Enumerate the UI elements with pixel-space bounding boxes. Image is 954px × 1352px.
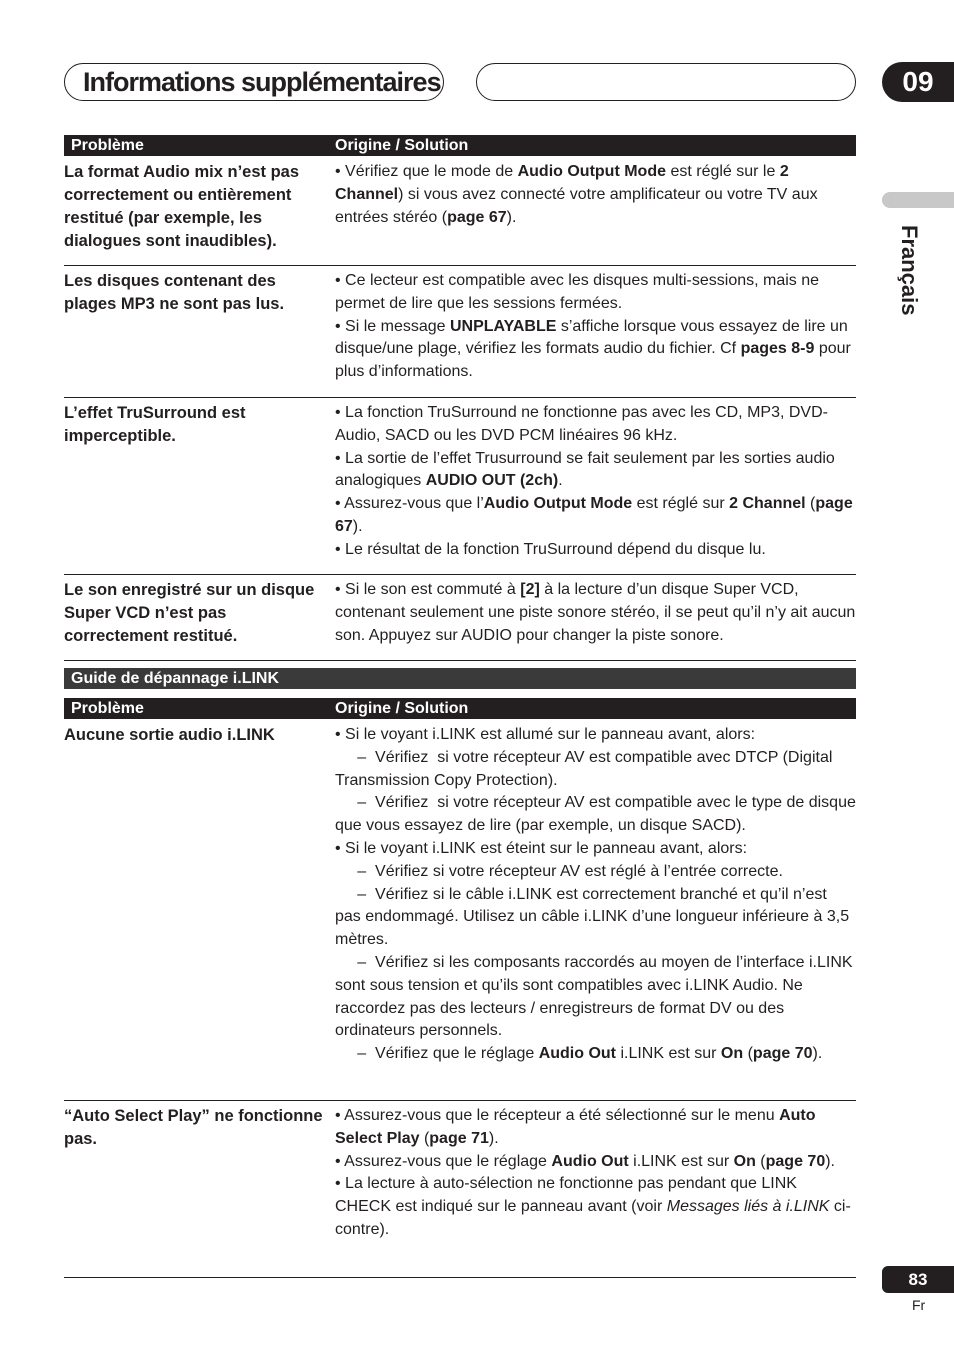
solution-line: – Vérifiez si le câble i.LINK est correctement branché et qu’il n’est pas endommagé. Utilisez un câble i.LINK d’une longueur inférieure à 3,5 mètres.	[335, 885, 854, 949]
solution-line: • Assurez-vous que le réglage Audio Out i.LINK est sur On (page 70).	[335, 1152, 835, 1170]
solution-cell	[335, 1105, 856, 1242]
solution-cell	[335, 161, 856, 229]
problem-cell: L’effet TruSurround est imperceptible.	[64, 404, 246, 445]
row-divider	[64, 574, 856, 575]
solution-line: • Assurez-vous que l’Audio Output Mode est réglé sur 2 Channel (page 67).	[335, 495, 853, 535]
solution-line: – Vérifiez si votre récepteur AV est compatible avec le type de disque que vous essayez de lire (par exemple, un disque SACD).	[335, 794, 861, 835]
solution-line: • Si le son est commuté à [2] à la lecture d’un disque Super VCD, contenant seulement une piste sonore stéréo, il se peut qu’il n’y ait aucun son. Appuyez sur AUDIO pour changer la piste sonore.	[335, 581, 856, 644]
solution-line: • Le résultat de la fonction TruSurround dépend du disque lu.	[335, 540, 766, 558]
col-header-problem: Problème	[71, 700, 144, 717]
page-number: 83	[882, 1266, 954, 1293]
row-divider	[64, 660, 856, 661]
solution-line: • Si le voyant i.LINK est allumé sur le panneau avant, alors:	[335, 726, 756, 743]
page-title: Informations supplémentaires	[64, 63, 444, 101]
solution-line: – Vérifiez si votre récepteur AV est réglé à l’entrée correcte.	[335, 862, 783, 880]
language-tab-marker	[882, 192, 954, 208]
solution-line: • Assurez-vous que le récepteur a été sélectionné sur le menu Auto Select Play (page 71).	[335, 1107, 816, 1147]
language-code: Fr	[912, 1297, 926, 1313]
problem-cell: Aucune sortie audio i.LINK	[64, 726, 275, 744]
table-header	[64, 698, 856, 719]
problem-cell: “Auto Select Play” ne fonctionne pas.	[64, 1107, 323, 1148]
row-divider	[64, 397, 856, 398]
solution-line: • Si le voyant i.LINK est éteint sur le panneau avant, alors:	[335, 839, 748, 857]
row-divider	[64, 1277, 856, 1278]
solution-line: • Vérifiez que le mode de Audio Output Mode est réglé sur le 2 Channel) si vous avez connecté votre amplificateur ou votre TV aux entrées stéréo (page 67).	[335, 163, 818, 226]
row-divider	[64, 1100, 856, 1101]
solution-line: – Vérifiez si les composants raccordés au moyen de l’interface i.LINK sont sous tension et qu’ils sont compatibles avec i.LINK Audio. Ne raccordez pas des lecteurs / enregistreurs de format DV ou des ordinateurs personnels.	[335, 953, 858, 1040]
solution-cell	[335, 724, 861, 1066]
solution-line: • La lecture à auto-sélection ne fonctionne pas pendant que LINK CHECK est indiqué sur le panneau avant (voir Messages liés à i.LINK ci-contre).	[335, 1175, 851, 1238]
row-divider	[64, 265, 856, 266]
solution-cell	[335, 402, 856, 562]
solution-line: • La sortie de l’effet Trusurround se fait seulement par les sorties audio analogiques AUDIO OUT (2ch).	[335, 449, 835, 490]
solution-cell	[335, 270, 856, 384]
solution-line: • Si le message UNPLAYABLE s’affiche lorsque vous essayez de lire un disque/une plage, vérifiez les formats audio du fichier. Cf pages 8-9 pour plus d’informations.	[335, 317, 851, 381]
col-header-problem: Problème	[71, 137, 144, 154]
solution-line: • La fonction TruSurround ne fonctionne pas avec les CD, MP3, DVD-Audio, SACD ou les DVD PCM linéaires 96 kHz.	[335, 404, 828, 444]
section-title: Guide de dépannage i.LINK	[71, 670, 280, 687]
problem-cell: La format Audio mix n’est pas correctement ou entièrement restitué (par exemple, les dialogues sont inaudibles).	[64, 163, 300, 250]
problem-cell: Les disques contenant des plages MP3 ne sont pas lus.	[64, 272, 285, 313]
section-title-bar	[64, 668, 856, 689]
col-header-solution: Origine / Solution	[335, 700, 469, 717]
problem-cell: Le son enregistré sur un disque Super VCD n’est pas correctement restitué.	[64, 581, 315, 645]
solution-cell	[335, 579, 856, 647]
chapter-badge: 09	[882, 62, 954, 102]
table-header	[64, 135, 856, 156]
solution-line: – Vérifiez si votre récepteur AV est compatible avec DTCP (Digital Transmission Copy Protection).	[335, 748, 837, 789]
solution-line: • Ce lecteur est compatible avec les disques multi-sessions, mais ne permet de lire que les sessions fermées.	[335, 272, 820, 312]
col-header-solution: Origine / Solution	[335, 137, 469, 154]
language-label: Français	[897, 225, 922, 316]
solution-line: – Vérifiez que le réglage Audio Out i.LINK est sur On (page 70).	[335, 1045, 823, 1063]
header-blank-pill	[476, 63, 856, 101]
